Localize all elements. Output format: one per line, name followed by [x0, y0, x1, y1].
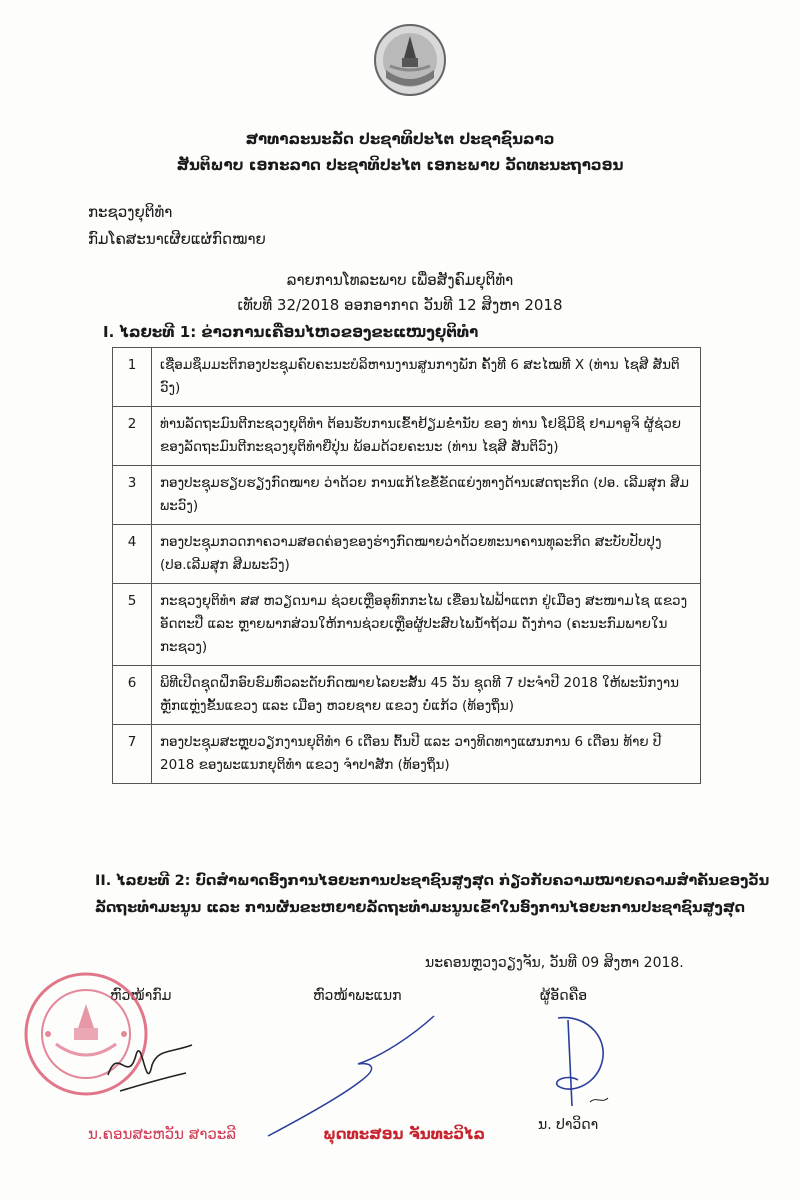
item-text: ທ່ານລັດຖະມົນຕີກະຊວງຍຸຕິທຳ ຕ້ອນຮັບການເຂົ້າຢ້ຽມຂໍ່ານັບ ຂອງ ທ່ານ ໂຢຊິມິຊິ ຢາມາອູຈິ ຜູ້ຊ່ວຍຂອງລັດຖະມົນຕີກະຊວງຍຸຕິທຳຍີ່ປຸ່ນ ພ້ອມດ້ວຍຄະນະ (ທ່ານ ໄຊສີ ສັນຕິວົງ) — [152, 407, 701, 466]
table-row — [113, 525, 701, 584]
item-number: 1 — [113, 348, 152, 407]
department-head-signature — [100, 1015, 200, 1105]
national-emblem — [372, 22, 448, 98]
division-head-name: ພຸດທະສອນ ຈັນທະວິໄລ — [323, 1125, 486, 1143]
item-text: ກະຊວງຍຸຕິທຳ ສສ ຫວຽດນາມ ຊ່ວຍເຫຼືອອຸທົກກະໄພ ເຂື່ອນໄຟຟ້າແຕກ ຢູ່ເມືອງ ສະໜາມໄຊ ແຂວງ ອັດຕະປື ແລະ ຫຼາຍພາກສ່ວນໃຫ້ການຊ່ວຍເຫຼືອຜູ້ປະສົບໄພນໍ້າຖ້ວມ ດັ່ງກ່າວ (ຄະນະກົມພາຍໃນກະຊວງ) — [152, 584, 701, 666]
item-number: 2 — [113, 407, 152, 466]
document-title: ລາຍການໂທລະພາບ ເພື່ອສັງຄົມຍຸຕິທຳ — [286, 271, 514, 289]
item-number: 5 — [113, 584, 152, 666]
author-name: ນ. ປາວິດາ — [538, 1117, 599, 1133]
item-text: ກອງປະຊຸມກວດກາຄວາມສອດຄ່ອງຂອງຮ່າງກົດໝາຍວ່າດ້ວຍທະນາຄານທຸລະກິດ ສະບັບປັບປຸງ (ປອ.ເລີມສຸກ ສີມພະວົງ) — [152, 525, 701, 584]
division-head-title: ຫົວໜ້າພະແນກ — [313, 988, 402, 1004]
item-text: ກອງປະຊຸມສະຫຼຸບວຽກງານຍຸຕິທຳ 6 ເດືອນ ຕົ້ນປີ ແລະ ວາງທິດທາງແຜນການ 6 ເດືອນ ທ້າຍ ປີ 2018 ຂອງພະແນກຍຸຕິທຳ ແຂວງ ຈຳປາສັກ (ທ້ອງຖິ່ນ) — [152, 725, 701, 784]
author-title: ຜູ້ອັດຄືອ — [540, 988, 588, 1004]
table-row — [113, 348, 701, 407]
section-2-paragraph: II. ໄລຍະທີ 2: ບົດສຳພາດອົງການໄອຍະການປະຊາຊົນສູງສຸດ ກ່ຽວກັບຄວາມໝາຍຄວາມສຳຄັນຂອງວັນລັດຖະທຳມະນູນ ແລະ ການຜັນຂະຫຍາຍລັດຖະທຳມະນູນເຂົ້າໃນອົງການໄອຍະການປະຊາຊົນສູງສຸດ — [95, 873, 770, 916]
table-row — [113, 666, 701, 725]
table-row — [113, 725, 701, 784]
department-head-name: ນ.ຄອນສະຫວັນ ສາວະລີ — [88, 1125, 237, 1143]
table-row — [113, 407, 701, 466]
division-head-signature — [262, 1010, 442, 1140]
country-name: ສາທາລະນະລັດ ປະຊາທິປະໄຕ ປະຊາຊົນລາວ — [245, 130, 555, 148]
national-motto: ສັນຕິພາບ ເອກະລາດ ປະຊາທິປະໄຕ ເອກະພາບ ວັດທະນະຖາວອນ — [176, 156, 624, 174]
department-head-title: ຫົວໜ້າກົມ — [110, 988, 172, 1004]
item-text: ເຊື່ອມຊຶມມະຕິກອງປະຊຸມຄົບຄະນະບໍລິຫານງານສູນກາງພັກ ຄັ້ງທີ 6 ສະໄໝທີ X (ທ່ານ ໄຊສີ ສັນຕິວົງ) — [152, 348, 701, 407]
item-number: 7 — [113, 725, 152, 784]
table-row — [113, 584, 701, 666]
author-signature — [528, 1010, 628, 1110]
item-number: 4 — [113, 525, 152, 584]
section-1-heading: I. ໄລຍະທີ 1: ຂ່າວການເຄື່ອນໄຫວຂອງຂະແໜງຍຸຕິທຳ — [103, 323, 479, 341]
date-line: ນະຄອນຫຼວງວຽງຈັນ, ວັນທີ 09 ສິງຫາ 2018. — [425, 955, 684, 971]
item-number: 3 — [113, 466, 152, 525]
news-items-table — [112, 347, 701, 784]
ministry-name: ກະຊວງຍຸຕິທຳ — [88, 203, 173, 221]
item-text: ພິທີເປີດຊຸດຝຶກອົບຮົມທົ່ວລະດັບກົດໝາຍໄລຍະສັ້ນ 45 ວັນ ຊຸດທີ 7 ປະຈຳປີ 2018 ໃຫ້ພະນັກງານຫຼັກແຫຼ່ງຂັ້ນແຂວງ ແລະ ເມືອງ ຫວຍຊາຍ ແຂວງ ບໍ່ແກ້ວ (ທ້ອງຖິ່ນ) — [152, 666, 701, 725]
table-row — [113, 466, 701, 525]
department-name: ກົມໂຄສະນາເຜີຍແຜ່ກົດໝາຍ — [88, 230, 266, 248]
document-subtitle: ເທັບທີ 32/2018 ອອກອາກາດ ວັນທີ 12 ສິງຫາ 2018 — [237, 296, 563, 314]
item-number: 6 — [113, 666, 152, 725]
item-text: ກອງປະຊຸມຮຽບຮຽງກົດໝາຍ ວ່າດ້ວຍ ການແກ້ໄຂຂໍ້ຂັດແຍ່ງທາງດ້ານເສດຖະກິດ (ປອ. ເລີມສຸກ ສີມພະວົງ) — [152, 466, 701, 525]
